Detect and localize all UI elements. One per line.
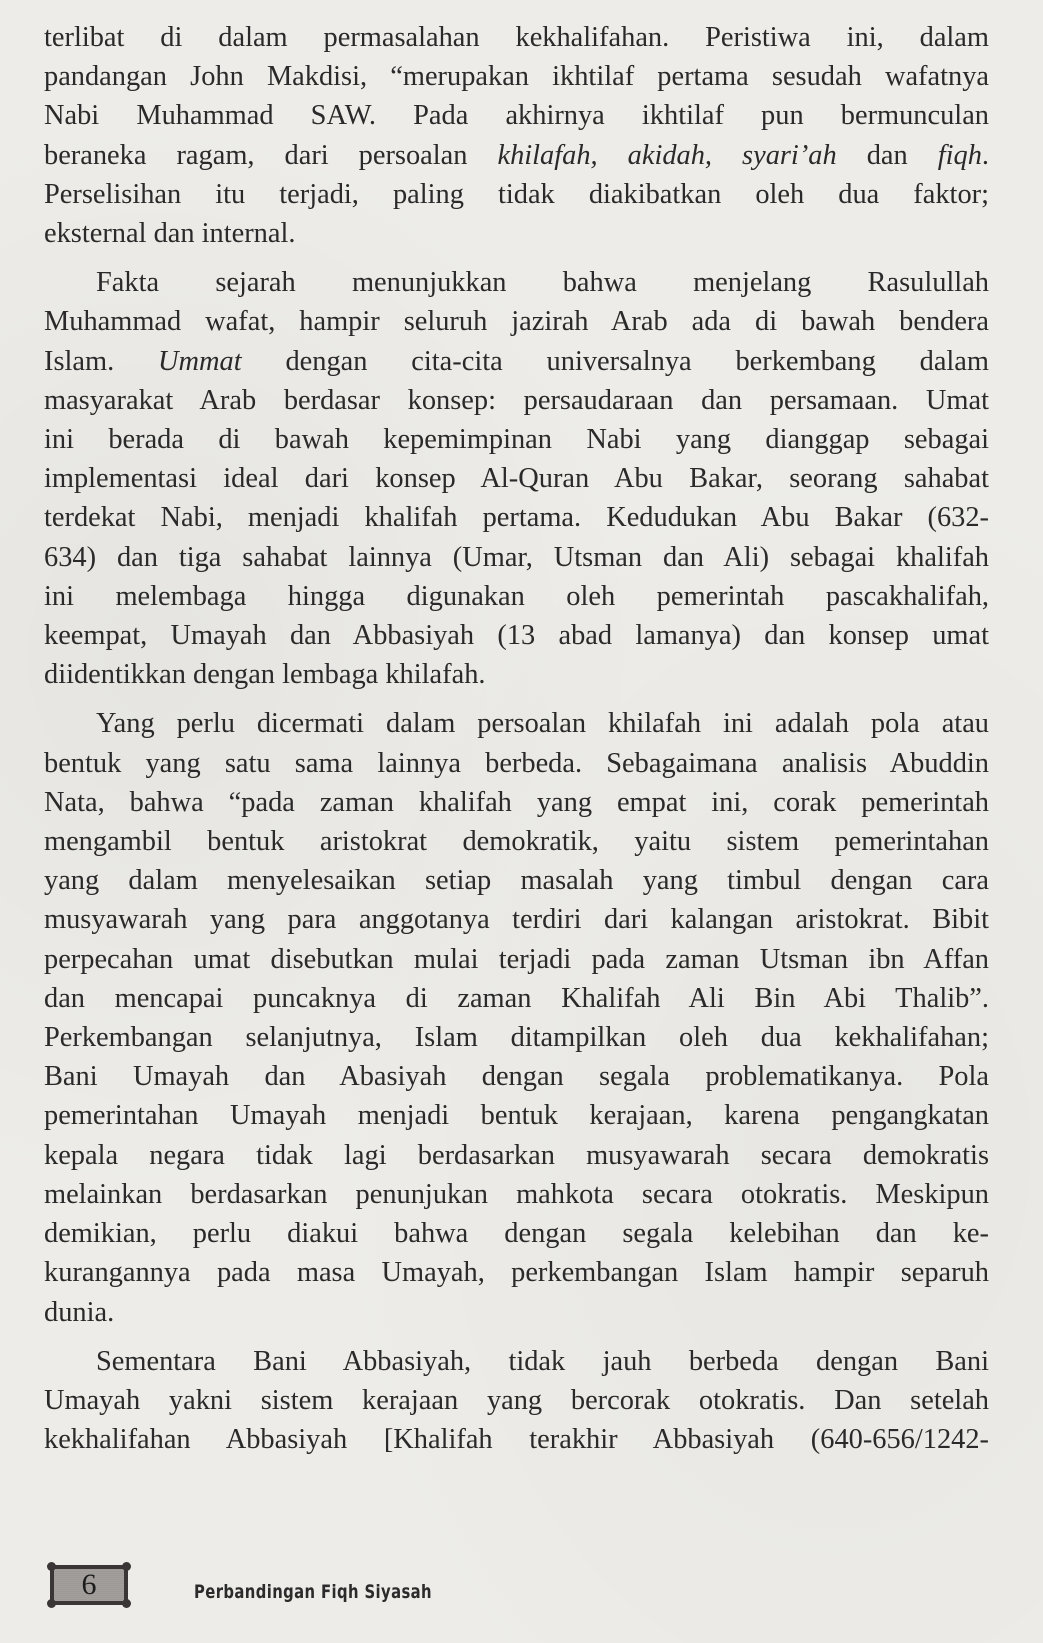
text-run: implementasi ideal dari konsep Al-Quran Abu Bakar, seorang sahabat (44, 463, 989, 495)
text-run: Nabi Muhammad SAW. Pada akhirnya ikhtilaf pun bermunculan (44, 100, 989, 132)
text-run: Fakta sejarah menunjukkan bahwa menjelang Rasulullah (96, 267, 989, 299)
text-run: terlibat di dalam permasalahan kekhalifahan. Peristiwa ini, dalam (44, 22, 989, 53)
text-run: demikian, perlu diakui bahwa dengan segala kelebihan dan ke- (44, 1218, 989, 1250)
italic-term: Ummat (158, 345, 242, 377)
text-line (44, 1381, 989, 1420)
text-run: Bani Umayah dan Abasiyah dengan segala problematikanya. Pola (44, 1061, 989, 1093)
text-run: ini melembaga hingga digunakan oleh pemerintah pascakhalifah, (44, 580, 989, 612)
text-run: bentuk yang satu sama lainnya berbeda. Sebagaimana analisis Abuddin (44, 747, 989, 779)
text-line (44, 459, 989, 498)
box-corner-ornament (122, 1599, 131, 1608)
text-line (44, 616, 989, 655)
text-run: Perkembangan selanjutnya, Islam ditampilkan oleh dua kekhalifahan; (44, 1022, 989, 1054)
text-line (44, 655, 989, 694)
text-line (44, 18, 989, 57)
text-line (44, 577, 989, 616)
paragraph-2 (44, 263, 989, 694)
text-run: Yang perlu dicermati dalam persoalan khilafah ini adalah pola atau (96, 708, 989, 740)
text-run: kepala negara tidak lagi berdasarkan musyawarah secara demokratis (44, 1139, 989, 1171)
text-line (44, 214, 989, 253)
text-run: beraneka ragam, dari persoalan (44, 139, 498, 171)
text-line (44, 783, 989, 822)
paragraph-3 (44, 704, 989, 1331)
text-line (44, 538, 989, 577)
text-line (44, 57, 989, 96)
text-run: pemerintahan Umayah menjadi bentuk kerajaan, karena pengangkatan (44, 1100, 989, 1132)
text-run: Muhammad wafat, hampir seluruh jazirah Arab ada di bawah bendera (44, 306, 989, 338)
text-line (44, 96, 989, 135)
text-line (44, 704, 989, 743)
text-run: perpecahan umat disebutkan mulai terjadi pada zaman Utsman ibn Affan (44, 943, 989, 975)
italic-term: khilafah, akidah, syari’ah (497, 139, 837, 171)
text-line (44, 744, 989, 783)
text-line (44, 498, 989, 537)
text-run: Sementara Bani Abbasiyah, tidak jauh berbeda dengan Bani (96, 1345, 989, 1377)
text-line (44, 1018, 989, 1057)
text-line (44, 900, 989, 939)
paragraph-4 (44, 1342, 989, 1460)
text-line (44, 1214, 989, 1253)
text-run: dan (836, 139, 938, 171)
box-corner-ornament (47, 1599, 56, 1608)
text-run: dan mencapai puncaknya di zaman Khalifah Ali Bin Abi Thalib”. (44, 982, 989, 1014)
text-run: yang dalam menyelesaikan setiap masalah yang timbul dengan cara (44, 865, 989, 897)
text-line (44, 1057, 989, 1096)
text-run: terdekat Nabi, menjadi khalifah pertama. Kedudukan Abu Bakar (632- (44, 502, 989, 534)
text-line (44, 1136, 989, 1175)
text-line (44, 263, 989, 302)
text-line (44, 1293, 989, 1332)
box-corner-ornament (122, 1562, 131, 1571)
text-run: Nata, bahwa “pada zaman khalifah yang empat ini, corak pemerintah (44, 786, 989, 818)
text-line (44, 979, 989, 1018)
text-run: diidentikkan dengan lembaga khilafah. (44, 659, 486, 691)
text-line (44, 861, 989, 900)
text-run: musyawarah yang para anggotanya terdiri dari kalangan aristokrat. Bibit (44, 904, 989, 936)
text-line (44, 175, 989, 214)
text-run: kekhalifahan Abbasiyah [Khalifah terakhir Abbasiyah (640-656/1242- (44, 1424, 989, 1456)
page-number: 6 (81, 1568, 97, 1601)
text-run: 634) dan tiga sahabat lainnya (Umar, Utsman dan Ali) sebagai khalifah (44, 541, 989, 573)
text-line (44, 822, 989, 861)
text-run: pandangan John Makdisi, “merupakan ikhtilaf pertama sesudah wafatnya (44, 61, 989, 93)
text-line (44, 1342, 989, 1381)
text-run: eksternal dan internal. (44, 218, 296, 250)
text-run: . (981, 139, 989, 171)
box-corner-ornament (47, 1562, 56, 1571)
text-run: keempat, Umayah dan Abbasiyah (13 abad lamanya) dan konsep umat (44, 620, 989, 652)
italic-term: fiqh (937, 139, 982, 171)
text-line (44, 342, 989, 381)
text-run: Umayah yakni sistem kerajaan yang bercorak otokratis. Dan setelah (44, 1384, 989, 1416)
text-run: Islam. (44, 345, 159, 377)
text-line (44, 1420, 989, 1459)
text-run: masyarakat Arab berdasar konsep: persaudaraan dan persamaan. Umat (44, 384, 989, 416)
text-run: dengan cita-cita universalnya berkembang dalam (241, 345, 989, 377)
text-run: Perselisihan itu terjadi, paling tidak diakibatkan oleh dua faktor; (44, 178, 989, 210)
page-number-box (50, 1565, 128, 1605)
paragraph-1 (44, 18, 989, 253)
text-line (44, 302, 989, 341)
text-run: melainkan berdasarkan penunjukan mahkota secara otokratis. Meskipun (44, 1178, 989, 1210)
text-run: kurangannya pada masa Umayah, perkembangan Islam hampir separuh (44, 1257, 989, 1289)
text-line (44, 1096, 989, 1135)
running-title: Perbandingan Fiqh Siyasah (194, 1581, 433, 1603)
text-line (44, 420, 989, 459)
text-run: dunia. (44, 1296, 115, 1328)
text-line (44, 1253, 989, 1292)
text-line (44, 381, 989, 420)
page-footer (50, 1563, 499, 1607)
text-line (44, 136, 989, 175)
text-line (44, 940, 989, 979)
text-line (44, 1175, 989, 1214)
text-run: mengambil bentuk aristokrat demokratik, yaitu sistem pemerintahan (44, 826, 989, 858)
body-text (44, 18, 989, 1469)
text-run: ini berada di bawah kepemimpinan Nabi yang dianggap sebagai (44, 424, 989, 456)
